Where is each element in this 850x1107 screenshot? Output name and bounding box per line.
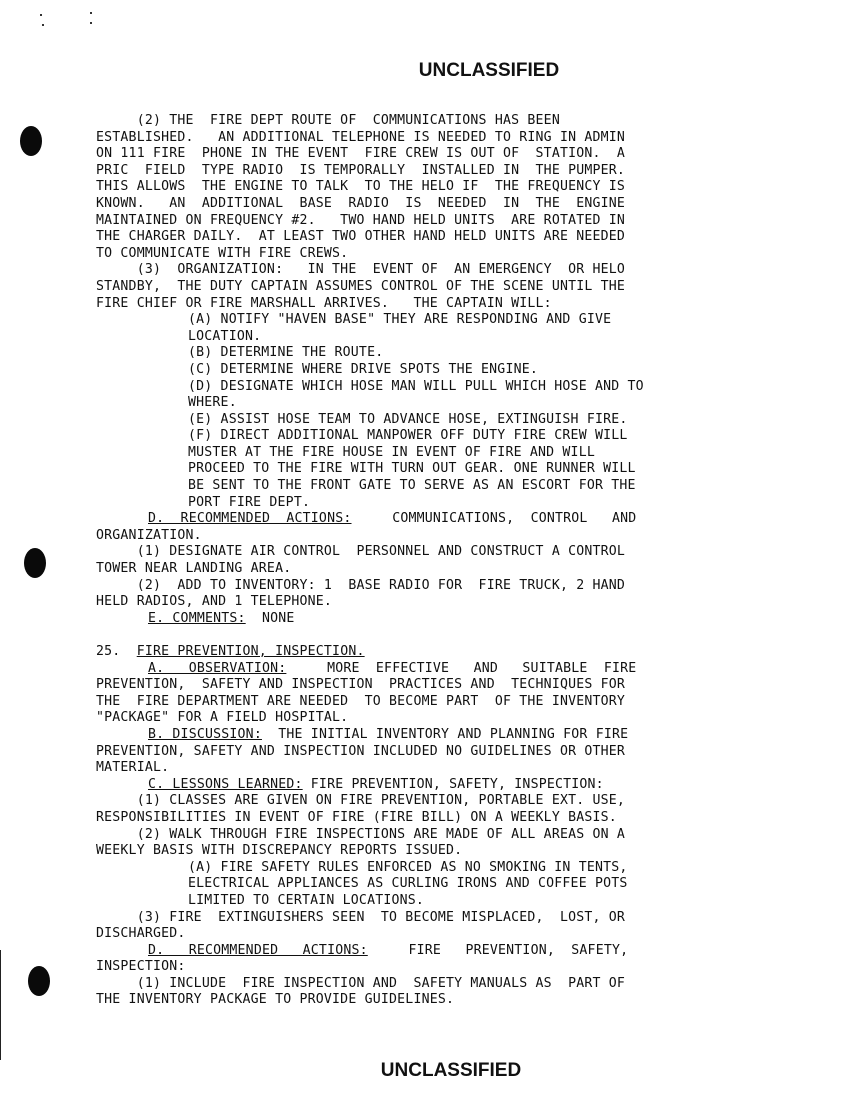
text-line (96, 196, 748, 213)
paragraph-number: 25. (96, 644, 137, 659)
text-line (96, 296, 748, 313)
line-text: (2) ADD TO INVENTORY: 1 BASE RADIO FOR FIRE TRUCK, 2 HAND (96, 577, 626, 593)
text-line (96, 959, 748, 976)
text-line (96, 495, 748, 512)
text-line (96, 744, 748, 761)
text-line (96, 976, 748, 993)
document-body (96, 113, 748, 1009)
line-text: TOWER NEAR LANDING AREA. (96, 561, 292, 577)
line-text: PORT FIRE DEPT. (188, 494, 311, 510)
line-text: WEEKLY BASIS WITH DISCREPANCY REPORTS ISSUED. (96, 843, 463, 859)
text-line (96, 992, 748, 1009)
text-line (96, 345, 748, 362)
line-text: MORE EFFECTIVE AND SUITABLE FIRE (286, 660, 637, 676)
text-line (96, 793, 748, 810)
text-line (96, 279, 748, 296)
text-line (96, 262, 748, 279)
section-heading: D. RECOMMENDED ACTIONS: (148, 511, 352, 527)
text-line (96, 727, 748, 744)
section-heading: C. LESSONS LEARNED: (148, 776, 303, 792)
line-text: THE FIRE DEPARTMENT ARE NEEDED TO BECOME PART OF THE INVENTORY (96, 693, 626, 709)
text-line (96, 843, 748, 860)
line-text: WHERE. (188, 395, 237, 411)
text-line (96, 163, 748, 180)
line-text: (1) DESIGNATE AIR CONTROL PERSONNEL AND CONSTRUCT A CONTROL (96, 544, 626, 560)
text-line (96, 428, 748, 445)
line-text: LIMITED TO CERTAIN LOCATIONS. (188, 892, 425, 908)
text-line (96, 644, 748, 661)
line-text: (D) DESIGNATE WHICH HOSE MAN WILL PULL WHICH HOSE AND TO (188, 378, 644, 394)
text-line (96, 113, 748, 130)
line-text: ELECTRICAL APPLIANCES AS CURLING IRONS AND COFFEE POTS (188, 876, 628, 892)
line-text: DISCHARGED. (96, 926, 186, 942)
text-line (96, 561, 748, 578)
text-line (96, 578, 748, 595)
line-text: ORGANIZATION. (96, 527, 202, 543)
text-line (96, 611, 748, 628)
line-text: FIRE PREVENTION, SAFETY, (367, 942, 629, 958)
line-text: RESPONSIBILITIES IN EVENT OF FIRE (FIRE BILL) ON A WEEKLY BASIS. (96, 809, 617, 825)
line-text: (B) DETERMINE THE ROUTE. (188, 345, 384, 361)
line-text: MUSTER AT THE FIRE HOUSE IN EVENT OF FIRE AND WILL (188, 444, 595, 460)
blank-line (96, 627, 748, 644)
punch-hole (28, 966, 50, 996)
line-text: (3) ORGANIZATION: IN THE EVENT OF AN EMERGENCY OR HELO (96, 262, 626, 278)
line-text: THIS ALLOWS THE ENGINE TO TALK TO THE HELO IF THE FREQUENCY IS (96, 179, 626, 195)
text-line (96, 594, 748, 611)
line-text: HELD RADIOS, AND 1 TELEPHONE. (96, 594, 333, 610)
text-line (96, 810, 748, 827)
punch-hole (24, 548, 46, 578)
text-line (96, 677, 748, 694)
text-line (96, 461, 748, 478)
text-line (96, 146, 748, 163)
text-line (96, 412, 748, 429)
text-line (96, 246, 748, 263)
text-line (96, 710, 748, 727)
line-text: ON 111 FIRE PHONE IN THE EVENT FIRE CREW IS OUT OF STATION. A (96, 146, 626, 162)
line-text: ESTABLISHED. AN ADDITIONAL TELEPHONE IS NEEDED TO RING IN ADMIN (96, 129, 626, 145)
text-line (96, 943, 748, 960)
text-line (96, 893, 748, 910)
text-line (96, 395, 748, 412)
line-text: (2) WALK THROUGH FIRE INSPECTIONS ARE MADE OF ALL AREAS ON A (96, 826, 626, 842)
classification-header: UNCLASSIFIED (418, 60, 560, 81)
line-text: COMMUNICATIONS, CONTROL AND (351, 511, 637, 527)
text-line (96, 478, 748, 495)
scan-speck (90, 12, 92, 14)
section-heading: D. RECOMMENDED ACTIONS: (148, 942, 368, 958)
line-text: (A) FIRE SAFETY RULES ENFORCED AS NO SMOKING IN TENTS, (188, 859, 628, 875)
line-text: PREVENTION, SAFETY AND INSPECTION PRACTICES AND TECHNIQUES FOR (96, 677, 626, 693)
line-text: FIRE PREVENTION, SAFETY, INSPECTION: (302, 776, 604, 792)
section-heading: FIRE PREVENTION, INSPECTION. (136, 644, 365, 659)
text-line (96, 179, 748, 196)
scan-speck (42, 24, 44, 26)
section-heading: B. DISCUSSION: (148, 726, 262, 742)
text-line (96, 760, 748, 777)
text-line (96, 544, 748, 561)
text-line (96, 312, 748, 329)
text-line (96, 860, 748, 877)
text-line (96, 827, 748, 844)
line-text: THE INVENTORY PACKAGE TO PROVIDE GUIDELINES. (96, 992, 455, 1008)
line-text: (E) ASSIST HOSE TEAM TO ADVANCE HOSE, EXTINGUISH FIRE. (188, 411, 628, 427)
section-heading: E. COMMENTS: (148, 610, 246, 626)
line-text: (3) FIRE EXTINGUISHERS SEEN TO BECOME MISPLACED, LOST, OR (96, 909, 626, 925)
line-text: (1) CLASSES ARE GIVEN ON FIRE PREVENTION, PORTABLE EXT. USE, (96, 793, 626, 809)
text-line (96, 130, 748, 147)
punch-hole (20, 126, 42, 156)
line-text: INSPECTION: (96, 959, 186, 975)
line-text: MATERIAL. (96, 760, 170, 776)
line-text: (C) DETERMINE WHERE DRIVE SPOTS THE ENGINE. (188, 361, 539, 377)
line-text: LOCATION. (188, 328, 262, 344)
text-line (96, 661, 748, 678)
text-line (96, 445, 748, 462)
text-line (96, 362, 748, 379)
text-line (96, 511, 748, 528)
line-text: TO COMMUNICATE WITH FIRE CREWS. (96, 245, 349, 261)
text-line (96, 694, 748, 711)
scan-speck (40, 14, 42, 16)
line-text: THE INITIAL INVENTORY AND PLANNING FOR FIRE (261, 726, 629, 742)
text-line (96, 926, 748, 943)
line-text: FIRE CHIEF OR FIRE MARSHALL ARRIVES. THE CAPTAIN WILL: (96, 295, 552, 311)
text-line (96, 777, 748, 794)
line-text: (F) DIRECT ADDITIONAL MANPOWER OFF DUTY FIRE CREW WILL (188, 428, 628, 444)
line-text: BE SENT TO THE FRONT GATE TO SERVE AS AN ESCORT FOR THE (188, 478, 636, 494)
text-line (96, 910, 748, 927)
line-text: STANDBY, THE DUTY CAPTAIN ASSUMES CONTROL OF THE SCENE UNTIL THE (96, 278, 626, 294)
line-text: NONE (245, 610, 295, 626)
line-text: (A) NOTIFY "HAVEN BASE" THEY ARE RESPONDING AND GIVE (188, 312, 612, 328)
text-line (96, 213, 748, 230)
text-line (96, 528, 748, 545)
scan-edge (0, 950, 1, 1060)
text-line (96, 329, 748, 346)
line-text: KNOWN. AN ADDITIONAL BASE RADIO IS NEEDED IN THE ENGINE (96, 195, 626, 211)
line-text: PROCEED TO THE FIRE WITH TURN OUT GEAR. ONE RUNNER WILL (188, 461, 636, 477)
text-line (96, 229, 748, 246)
scan-speck (90, 22, 92, 24)
line-text: MAINTAINED ON FREQUENCY #2. TWO HAND HELD UNITS ARE ROTATED IN (96, 212, 626, 228)
classification-footer: UNCLASSIFIED (380, 1060, 522, 1081)
section-heading: A. OBSERVATION: (148, 660, 287, 676)
text-line (96, 379, 748, 396)
line-text: PRIC FIELD TYPE RADIO IS TEMPORALLY INSTALLED IN THE PUMPER. (96, 162, 626, 178)
text-line (96, 876, 748, 893)
line-text: PREVENTION, SAFETY AND INSPECTION INCLUDED NO GUIDELINES OR OTHER (96, 743, 626, 759)
line-text: (2) THE FIRE DEPT ROUTE OF COMMUNICATIONS HAS BEEN (96, 113, 560, 128)
line-text: (1) INCLUDE FIRE INSPECTION AND SAFETY MANUALS AS PART OF (96, 975, 626, 991)
line-text: "PACKAGE" FOR A FIELD HOSPITAL. (96, 710, 349, 726)
line-text: THE CHARGER DAILY. AT LEAST TWO OTHER HAND HELD UNITS ARE NEEDED (96, 229, 626, 245)
